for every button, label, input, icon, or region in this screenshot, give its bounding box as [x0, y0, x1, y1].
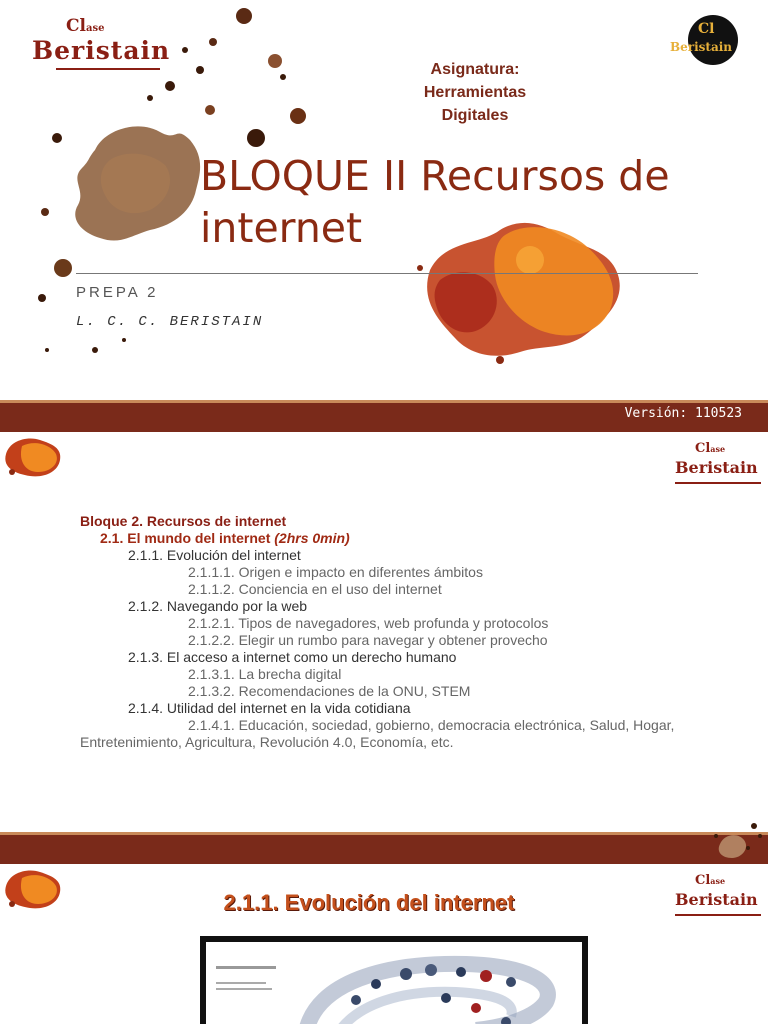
- toc-item-label: 2.1. El mundo del internet: [100, 530, 271, 546]
- toc-item: 2.1.4. Utilidad del internet en la vida cotidiana: [128, 700, 411, 716]
- section-band: [0, 835, 768, 864]
- beristain-logo: [30, 16, 171, 76]
- divider: [76, 273, 698, 274]
- author-label: L. C. C. BERISTAIN: [76, 314, 264, 330]
- grade-label: PREPA 2: [76, 284, 159, 301]
- timeline-image: [206, 942, 582, 1024]
- logo-underline: [56, 68, 160, 70]
- subject-label: [400, 58, 550, 127]
- round-logo-top-text: Cl: [698, 21, 715, 37]
- cover-slide: [0, 0, 768, 400]
- logo-beristain-text: Beristain: [675, 890, 758, 909]
- toc-item: 2.1.4.1. Educación, sociedad, gobierno, democracia electrónica, Salud, Hogar, Entretenimiento, Agricultura, Revolución 4.0, Economía, etc.: [80, 717, 675, 750]
- logo-beristain-text: Beristain: [675, 458, 758, 477]
- toc-item: 2.1.1.2. Conciencia en el uso del internet: [188, 581, 442, 597]
- slide-title: 2.1.1. Evolución del internet: [223, 890, 515, 915]
- version-label: Versión: 110523: [624, 406, 742, 421]
- timeline-illustration: [206, 942, 582, 1024]
- toc-item: [80, 530, 700, 547]
- toc-item: 2.1.3.1. La brecha digital: [188, 666, 342, 682]
- orange-splash-small-image: [0, 432, 70, 482]
- logo-beristain-text: Beristain: [32, 36, 171, 65]
- brown-splatter-small-image: [710, 818, 768, 864]
- logo-clase-text: Clase: [695, 873, 726, 888]
- toc-item: 2.1.2.1. Tipos de navegadores, web profunda y protocolos: [188, 615, 549, 631]
- logo-underline: [675, 482, 761, 484]
- beristain-logo-small: [675, 440, 765, 486]
- timeline-image-frame: [200, 936, 588, 1024]
- round-logo-main-text: Beristain: [670, 40, 733, 54]
- toc-list: [80, 513, 700, 751]
- toc-item: 2.1.2. Navegando por la web: [128, 598, 308, 614]
- subject-line-3: Digitales: [441, 107, 509, 124]
- cover-title-line-2: internet: [200, 204, 363, 252]
- toc-item-duration: (2hrs 0min): [274, 530, 350, 546]
- beristain-round-logo: [668, 15, 740, 67]
- subject-line-2: Herramientas: [423, 84, 527, 101]
- logo-clase-text: Clase: [695, 441, 726, 456]
- toc-item: Bloque 2. Recursos de internet: [80, 513, 287, 529]
- toc-item: 2.1.1. Evolución del internet: [128, 547, 301, 563]
- subject-line-1: Asignatura:: [430, 61, 520, 78]
- logo-clase-text: Clase: [66, 16, 105, 36]
- cover-title-line-1: BLOQUE II Recursos de: [200, 152, 670, 200]
- toc-item: 2.1.1.1. Origen e impacto en diferentes ámbitos: [188, 564, 483, 580]
- cover-title: [200, 150, 700, 254]
- toc-slide: [0, 432, 768, 832]
- toc-item: 2.1.3.2. Recomendaciones de la ONU, STEM: [188, 683, 471, 699]
- evolution-slide: [0, 864, 768, 1024]
- toc-item: 2.1.2.2. Elegir un rumbo para navegar y obtener provecho: [188, 632, 548, 648]
- toc-item: 2.1.3. El acceso a internet como un derecho humano: [128, 649, 457, 665]
